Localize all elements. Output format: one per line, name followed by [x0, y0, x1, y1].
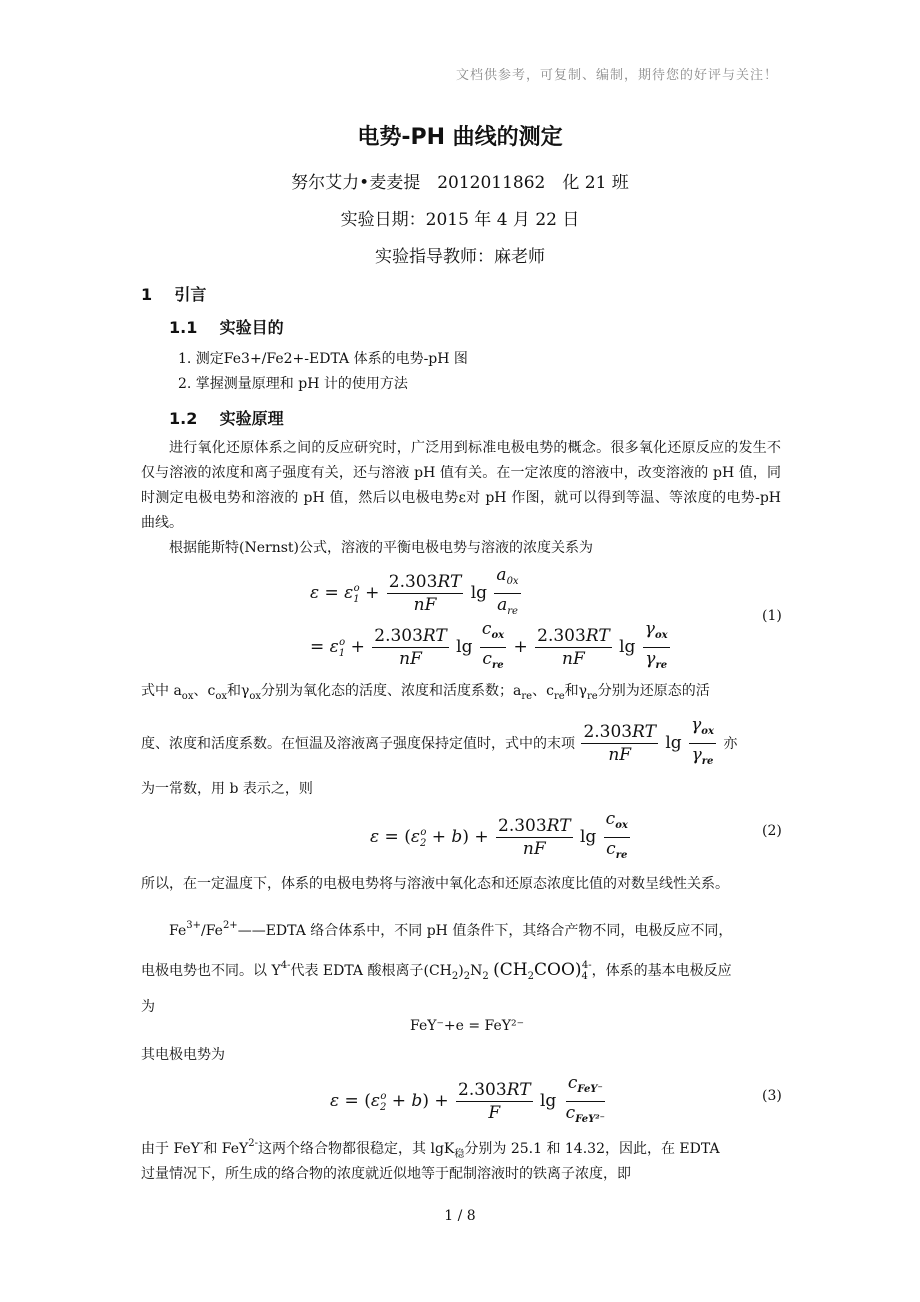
paragraph-symbols-line-3: 为一常数，用 b 表示之，则 — [141, 781, 313, 797]
paragraph-symbols: 式中 $a_{ox}$、$c_{ox}$和$\gamma_{ox}$分别为氧化态的活度、浓度和活度系数；$a_{re}$、$c_{re}$和$\gamma_{re}$分别为还原态的活 — [141, 683, 710, 702]
paragraph-stability-line-1: 由于 FeY-和 FeY$^{2-}$这两个络合物都很稳定，其 lgK$_稳$分别为 25.1 和 14.32，因此，在 EDTA — [141, 1138, 720, 1160]
paragraph-symbols-line-2: 度、浓度和活度系数。在恒温及溶液离子强度保持定值时，式中的末项 $\frac{2.303RT}{nF}$ lg $\frac{\gamma_{ox}}{\gamma_{re}}$ 亦 — [141, 715, 738, 767]
equation-number: (1) — [762, 608, 782, 624]
section-title: 实验目的 — [219, 318, 284, 337]
equation-number: (2) — [762, 823, 782, 839]
author-line: 努尔艾力•麦麦提 2012011862 化 21 班 — [291, 173, 629, 193]
paragraph-potential: 其电极电势为 — [141, 1047, 225, 1063]
section-number: 1.1 — [169, 318, 198, 337]
section-title: 引言 — [174, 285, 207, 304]
equation-number: (3) — [762, 1088, 782, 1104]
equation-2: $\varepsilon = (\varepsilon_2^o + b)$ + $\frac{2.303RT}{nF}$ lg $\frac{c_{ox}}{c_{re}}$ — [370, 809, 628, 861]
objective-item: 1. 测定Fe3+/Fe2+-EDTA 体系的电势-pH 图 — [178, 351, 468, 367]
page-number: 1 / 8 — [444, 1208, 476, 1224]
electrode-reaction: FeY⁻+e = FeY²⁻ — [410, 1018, 524, 1034]
paragraph-stability-line-2: 过量情况下，所生成的络合物的浓度就近似地等于配制溶液时的铁离子浓度，即 — [141, 1166, 631, 1182]
objective-item: 2. 掌握测量原理和 pH 计的使用方法 — [178, 376, 408, 392]
section-title: 实验原理 — [219, 409, 284, 428]
equation-3: $\varepsilon = (\varepsilon_2^o + b)$ + $\frac{2.303RT}{F}$ lg $\frac{c_{FeY^-}}{c_{FeY^{2-}}}$ — [330, 1073, 605, 1125]
section-number: 1.2 — [169, 409, 198, 428]
teacher-line: 实验指导教师：麻老师 — [375, 247, 545, 267]
paragraph-edta-line-3: 为 — [141, 999, 155, 1015]
paragraph-nernst: 根据能斯特(Nernst)公式，溶液的平衡电极电势与溶液的浓度关系为 — [169, 540, 593, 556]
section-1-heading — [141, 282, 206, 305]
section-1-1-heading — [169, 315, 284, 338]
paragraph-edta-line-1: $Fe^{3+}/Fe^{2+}——EDTA$ 络合体系中，不同 pH 值条件下，其络合产物不同，电极反应不同， — [169, 920, 733, 939]
section-1-2-heading — [169, 406, 284, 429]
equation-1-line-1: $\varepsilon = \varepsilon_1^o$ + $\frac{2.303RT}{nF}$ lg $\frac{a_{0x}}{a_{re}}$ — [310, 565, 519, 617]
header-note: 文档供参考，可复制、编制，期待您的好评与关注！ — [455, 68, 778, 83]
paragraph-linear: 所以，在一定温度下，体系的电极电势将与溶液中氧化态和还原态浓度比值的对数呈线性关系。 — [141, 876, 729, 892]
section-number: 1 — [141, 285, 153, 304]
date-line: 实验日期：2015 年 4 月 22 日 — [340, 210, 580, 230]
equation-1-line-2: = $\varepsilon_1^o$ + $\frac{2.303RT}{nF}$ lg $\frac{c_{ox}}{c_{re}}$ + $\frac{2.303RT}{nF}$ lg $\frac{\gamma_{ox}}{\gamma_{re}}$ — [310, 619, 668, 671]
paragraph-edta-line-2: 电极电势也不同。以 $Y^{4-}$代表 EDTA 酸根离子$(CH_2)_2N_2$ $(CH_2COO)_4^{4-}$，体系的基本电极反应 — [141, 960, 732, 982]
page-title: 电势-PH 曲线的测定 — [357, 125, 563, 150]
paragraph-intro: 进行氧化还原体系之间的反应研究时，广泛用到标准电极电势的概念。很多氧化还原反应的发生不仅与溶液的浓度和离子强度有关，还与溶液 pH 值有关。在一定浓度的溶液中，改变溶液的 pH 值，同时测定电极电势和溶液的 pH 值，然后以电极电势ε对 pH 作图，就可以得到等温、等浓度的电势-pH 曲线。 — [141, 440, 781, 531]
